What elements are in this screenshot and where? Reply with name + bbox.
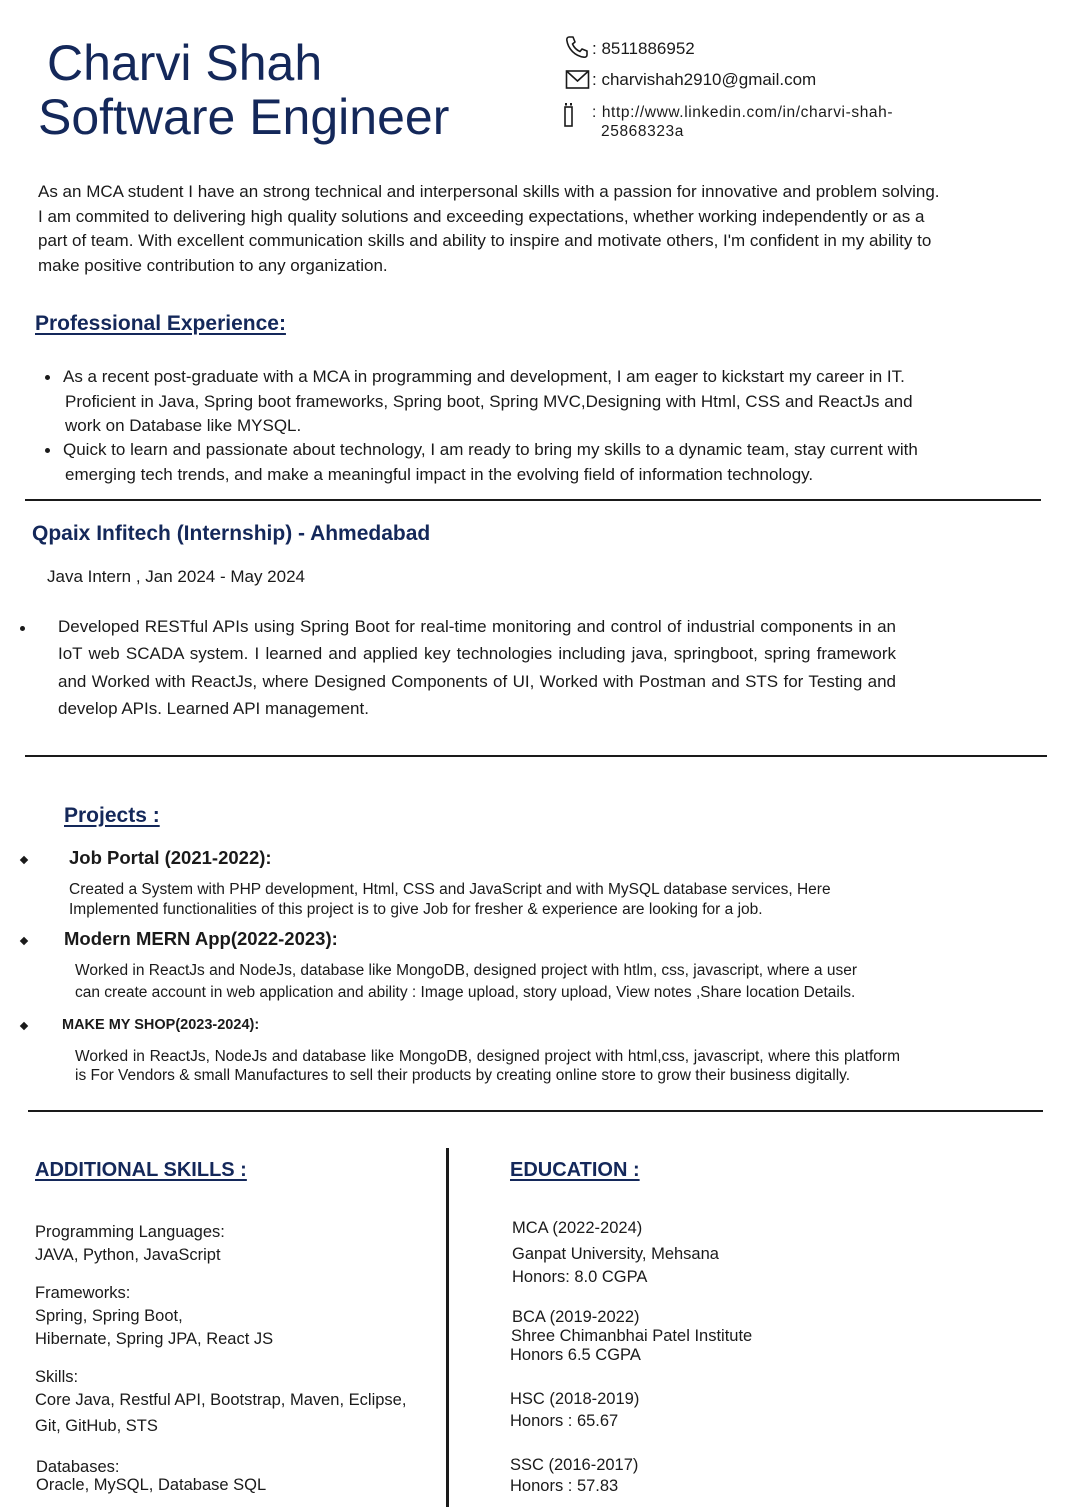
skill-group-label: Programming Languages: [35, 1223, 225, 1241]
skill-group-value: Core Java, Restful API, Bootstrap, Maven, Eclipse, [35, 1391, 407, 1409]
project-title: MAKE MY SHOP(2023-2024): [62, 1017, 260, 1033]
experience-bullet-line: work on Database like MYSQL. [65, 416, 302, 435]
bullet-icon [45, 375, 50, 380]
company-name: Qpaix Infitech (Internship) - Ahmedabad [32, 522, 431, 545]
summary-line: I am commited to delivering high quality solutions and exceeding expectations, whether working independently or as a [38, 206, 925, 226]
experience-bullet-line: Proficient in Java, Spring boot frameworks, Spring boot, Spring MVC,Designing with Html, CSS and ReactJs and [65, 391, 913, 411]
envelope-icon [565, 69, 591, 93]
bullet-icon [20, 937, 28, 945]
education-result: Honors : 65.67 [510, 1412, 619, 1430]
experience-heading: Professional Experience: [35, 312, 286, 335]
skill-group-label: Databases: [36, 1458, 120, 1476]
education-degree: MCA (2022-2024) [512, 1219, 643, 1237]
project-description [69, 880, 831, 919]
education-degree: SSC (2016-2017) [510, 1456, 639, 1474]
projects-heading: Projects : [64, 804, 160, 827]
project-title: Job Portal (2021-2022): [69, 847, 272, 868]
column-divider [446, 1148, 449, 1507]
internship-role: Java Intern , Jan 2024 - May 2024 [47, 567, 305, 586]
skill-group-value: Hibernate, Spring JPA, React JS [35, 1330, 274, 1348]
phone-icon [564, 34, 590, 58]
phone-number: : 8511886952 [592, 39, 695, 58]
skill-group-value: Git, GitHub, STS [35, 1417, 158, 1435]
email-address: : charvishah2910@gmail.com [592, 70, 817, 89]
bullet-icon [20, 1022, 28, 1030]
summary-line: make positive contribution to any organization. [38, 255, 388, 275]
summary-line: As an MCA student I have an strong technical and interpersonal skills with a passion for innovative and problem solving. [38, 182, 940, 201]
bullet-icon [20, 626, 25, 631]
linkedin-url-line1[interactable]: : http://www.linkedin.com/in/charvi-shah- [592, 104, 894, 121]
project-description-line: can create account in web application and ability : Image upload, story upload, View notes ,Share location Details. [75, 984, 856, 1001]
skill-group-value: Oracle, MySQL, Database SQL [36, 1476, 267, 1494]
project-description: Worked in ReactJs, NodeJs and database like MongoDB, designed project with html,css, javascript, where this platform is For Vendors & small Manufactures to sell their products by creating online store to grow their business digitally. [75, 1048, 900, 1084]
section-divider [25, 755, 1047, 757]
education-result: Honors 6.5 CGPA [510, 1346, 641, 1364]
experience-bullet-line: As a recent post-graduate with a MCA in programming and development, I am eager to kickstart my career in IT. [63, 367, 905, 386]
summary-line: part of team. With excellent communication skills and ability to inspire and motivate others, I'm confident in my ability to [38, 231, 932, 250]
skills-heading: ADDITIONAL SKILLS : [35, 1159, 247, 1181]
skill-group-value: Spring, Spring Boot, [35, 1307, 183, 1325]
section-divider [25, 499, 1041, 501]
skill-group-label: Skills: [35, 1368, 79, 1386]
internship-description: Developed RESTful APIs using Spring Boot for real-time monitoring and control of industrial components in an IoT web SCADA system. I learned and applied key technologies including java, springboot, spring framework and Worked with ReactJs, where Designed Components of UI, Worked with Postman and STS for Testing and develop APIs. Learned API management. [58, 617, 896, 718]
project-title: Modern MERN App(2022-2023): [64, 928, 338, 949]
project-description-line: Implemented functionalities of this project is to give Job for fresher & experience are looking for a job. [69, 900, 763, 918]
bullet-icon [20, 856, 28, 864]
skill-group-label: Frameworks: [35, 1284, 131, 1302]
linkedin-icon [562, 102, 576, 128]
education-result: Honors : 57.83 [510, 1477, 619, 1495]
education-result: Honors: 8.0 CGPA [512, 1268, 648, 1286]
summary [38, 180, 1028, 278]
bullet-icon [45, 448, 50, 453]
project-description [75, 960, 857, 1004]
candidate-name: Charvi Shah [47, 35, 323, 91]
education-degree: HSC (2018-2019) [510, 1390, 640, 1408]
project-description-line: Created a System with PHP development, Html, CSS and JavaScript and with MySQL database services, Here [69, 881, 831, 898]
job-title: Software Engineer [38, 89, 450, 145]
education-degree: BCA (2019-2022) [512, 1308, 640, 1326]
experience-bullet-line: Quick to learn and passionate about technology, I am ready to bring my skills to a dynamic team, stay current with [63, 440, 918, 459]
experience-bullet [63, 365, 913, 439]
section-divider [28, 1110, 1043, 1112]
project-description-line: Worked in ReactJs and NodeJs, database like MongoDB, designed project with htlm, css, javascript, where a user [75, 962, 857, 979]
education-heading: EDUCATION : [510, 1159, 640, 1181]
education-institution: Shree Chimanbhai Patel Institute [511, 1327, 753, 1345]
linkedin-url-line2[interactable]: 25868323a [601, 123, 684, 140]
education-institution: Ganpat University, Mehsana [512, 1245, 719, 1263]
experience-bullet [63, 438, 918, 487]
experience-bullet-line: emerging tech trends, and make a meaningful impact in the evolving field of information technology. [65, 464, 814, 484]
skill-group-value: JAVA, Python, JavaScript [35, 1246, 221, 1264]
